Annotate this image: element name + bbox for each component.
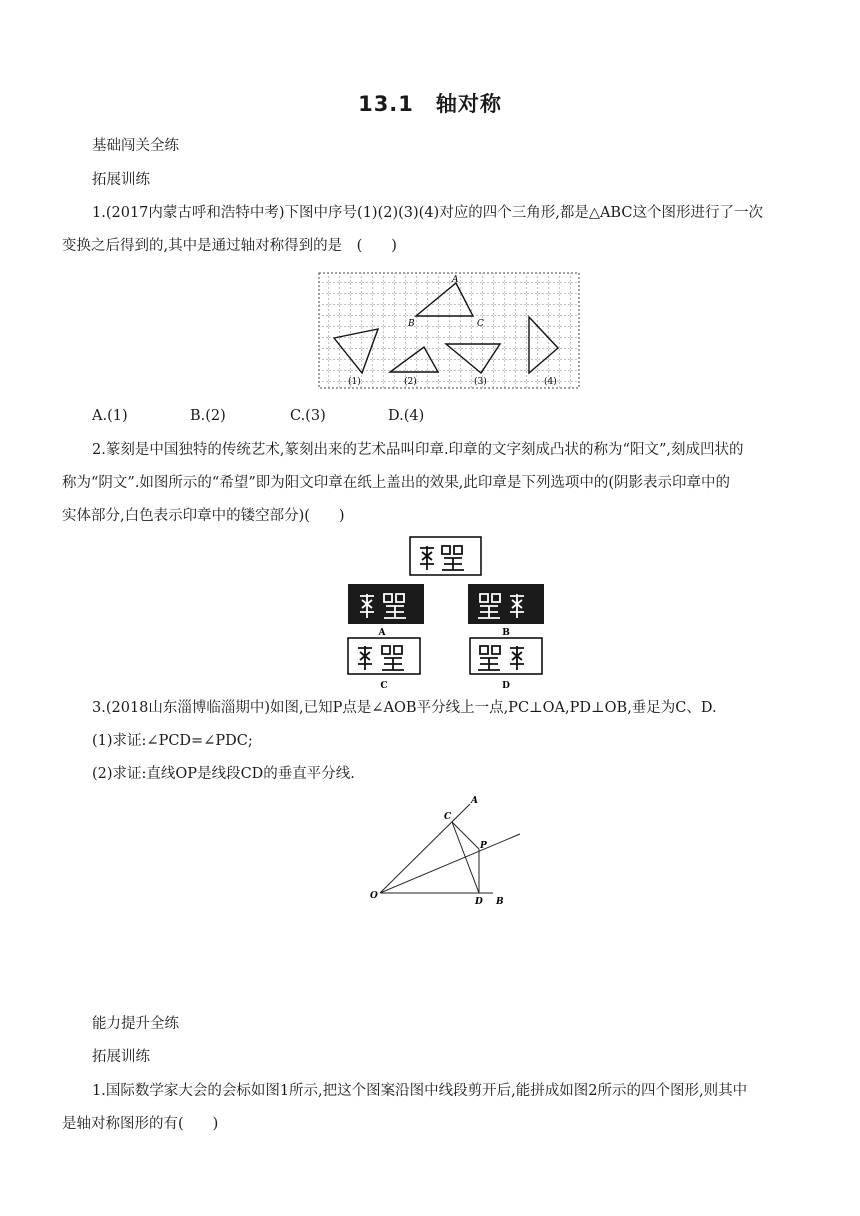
section-subheading-basic: 拓展训练 xyxy=(92,172,150,188)
q1-option-c[interactable]: C.(3) xyxy=(290,408,326,424)
label-a: A xyxy=(471,796,478,806)
label-c: C xyxy=(444,812,452,822)
label-d: D xyxy=(475,897,483,906)
label-3: (3) xyxy=(474,377,487,387)
q1-line-2: 变换之后得到的,其中是通过轴对称得到的是 ( ) xyxy=(62,238,397,254)
q1-option-d[interactable]: D.(4) xyxy=(388,408,425,424)
q2-line-3: 实体部分,白色表示印章中的镂空部分)( ) xyxy=(62,508,345,524)
title-text: 轴对称 xyxy=(435,92,502,116)
q4-line-1: 1.国际数学家大会的会标如图1所示,把这个图案沿图中线段剪开后,能拼成如图2所示的四个图形,则其中 xyxy=(92,1083,748,1099)
section-subheading-advanced: 拓展训练 xyxy=(92,1049,150,1065)
segment-cd xyxy=(452,822,479,893)
q2-line-1: 2.篆刻是中国独特的传统艺术,篆刻出来的艺术品叫印章.印章的文字刻成凸状的称为“阳文”,刻成凹状的 xyxy=(92,442,744,458)
seal-option-c[interactable] xyxy=(348,638,420,674)
label-1: (1) xyxy=(348,377,361,387)
q1-option-b[interactable]: B.(2) xyxy=(190,408,226,424)
seal-label-b: B xyxy=(502,628,510,638)
label-2: (2) xyxy=(404,377,417,387)
label-p: P xyxy=(480,841,487,851)
bisector-op xyxy=(380,834,520,893)
q2-line-2: 称为“阴文”.如图所示的“希望”即为阳文印章在纸上盖出的效果,此印章是下列选项中的(阴影表示印章中的 xyxy=(62,475,731,491)
page-title xyxy=(0,88,860,118)
segment-pc xyxy=(452,822,479,849)
q1-line-1: 1.(2017内蒙古呼和浩特中考)下图中序号(1)(2)(3)(4)对应的四个三角形,都是△ABC这个图形进行了一次 xyxy=(92,205,763,221)
section-heading-advanced: 能力提升全练 xyxy=(92,1016,179,1032)
label-c: C xyxy=(477,319,484,329)
label-b: B xyxy=(408,319,415,329)
label-4: (4) xyxy=(544,377,557,387)
seal-label-d: D xyxy=(502,681,510,691)
q1-grid-figure xyxy=(318,272,580,390)
ray-oa xyxy=(380,804,470,893)
seal-label-a: A xyxy=(378,628,386,638)
label-b: B xyxy=(496,897,504,906)
q3-geometry-figure xyxy=(368,790,528,906)
seal-label-c: C xyxy=(380,681,388,691)
title-number: 13.1 xyxy=(358,92,414,116)
section-heading-basic: 基础闯关全练 xyxy=(92,138,179,154)
q3-line-3: (2)求证:直线OP是线段CD的垂直平分线. xyxy=(92,766,355,782)
label-a: A xyxy=(452,275,459,285)
q3-line-2: (1)求证:∠PCD=∠PDC; xyxy=(92,733,253,749)
seal-option-d[interactable] xyxy=(470,638,542,674)
grid-background xyxy=(319,273,579,388)
q1-option-a[interactable]: A.(1) xyxy=(92,408,128,424)
q4-line-2: 是轴对称图形的有( ) xyxy=(62,1116,219,1132)
q1-options xyxy=(92,406,424,426)
q2-seal-figure xyxy=(340,534,550,696)
label-o: O xyxy=(370,891,378,901)
q3-line-1: 3.(2018山东淄博临淄期中)如图,已知P点是∠AOB平分线上一点,PC⊥OA,PD⊥OB,垂足为C、D. xyxy=(92,700,717,716)
